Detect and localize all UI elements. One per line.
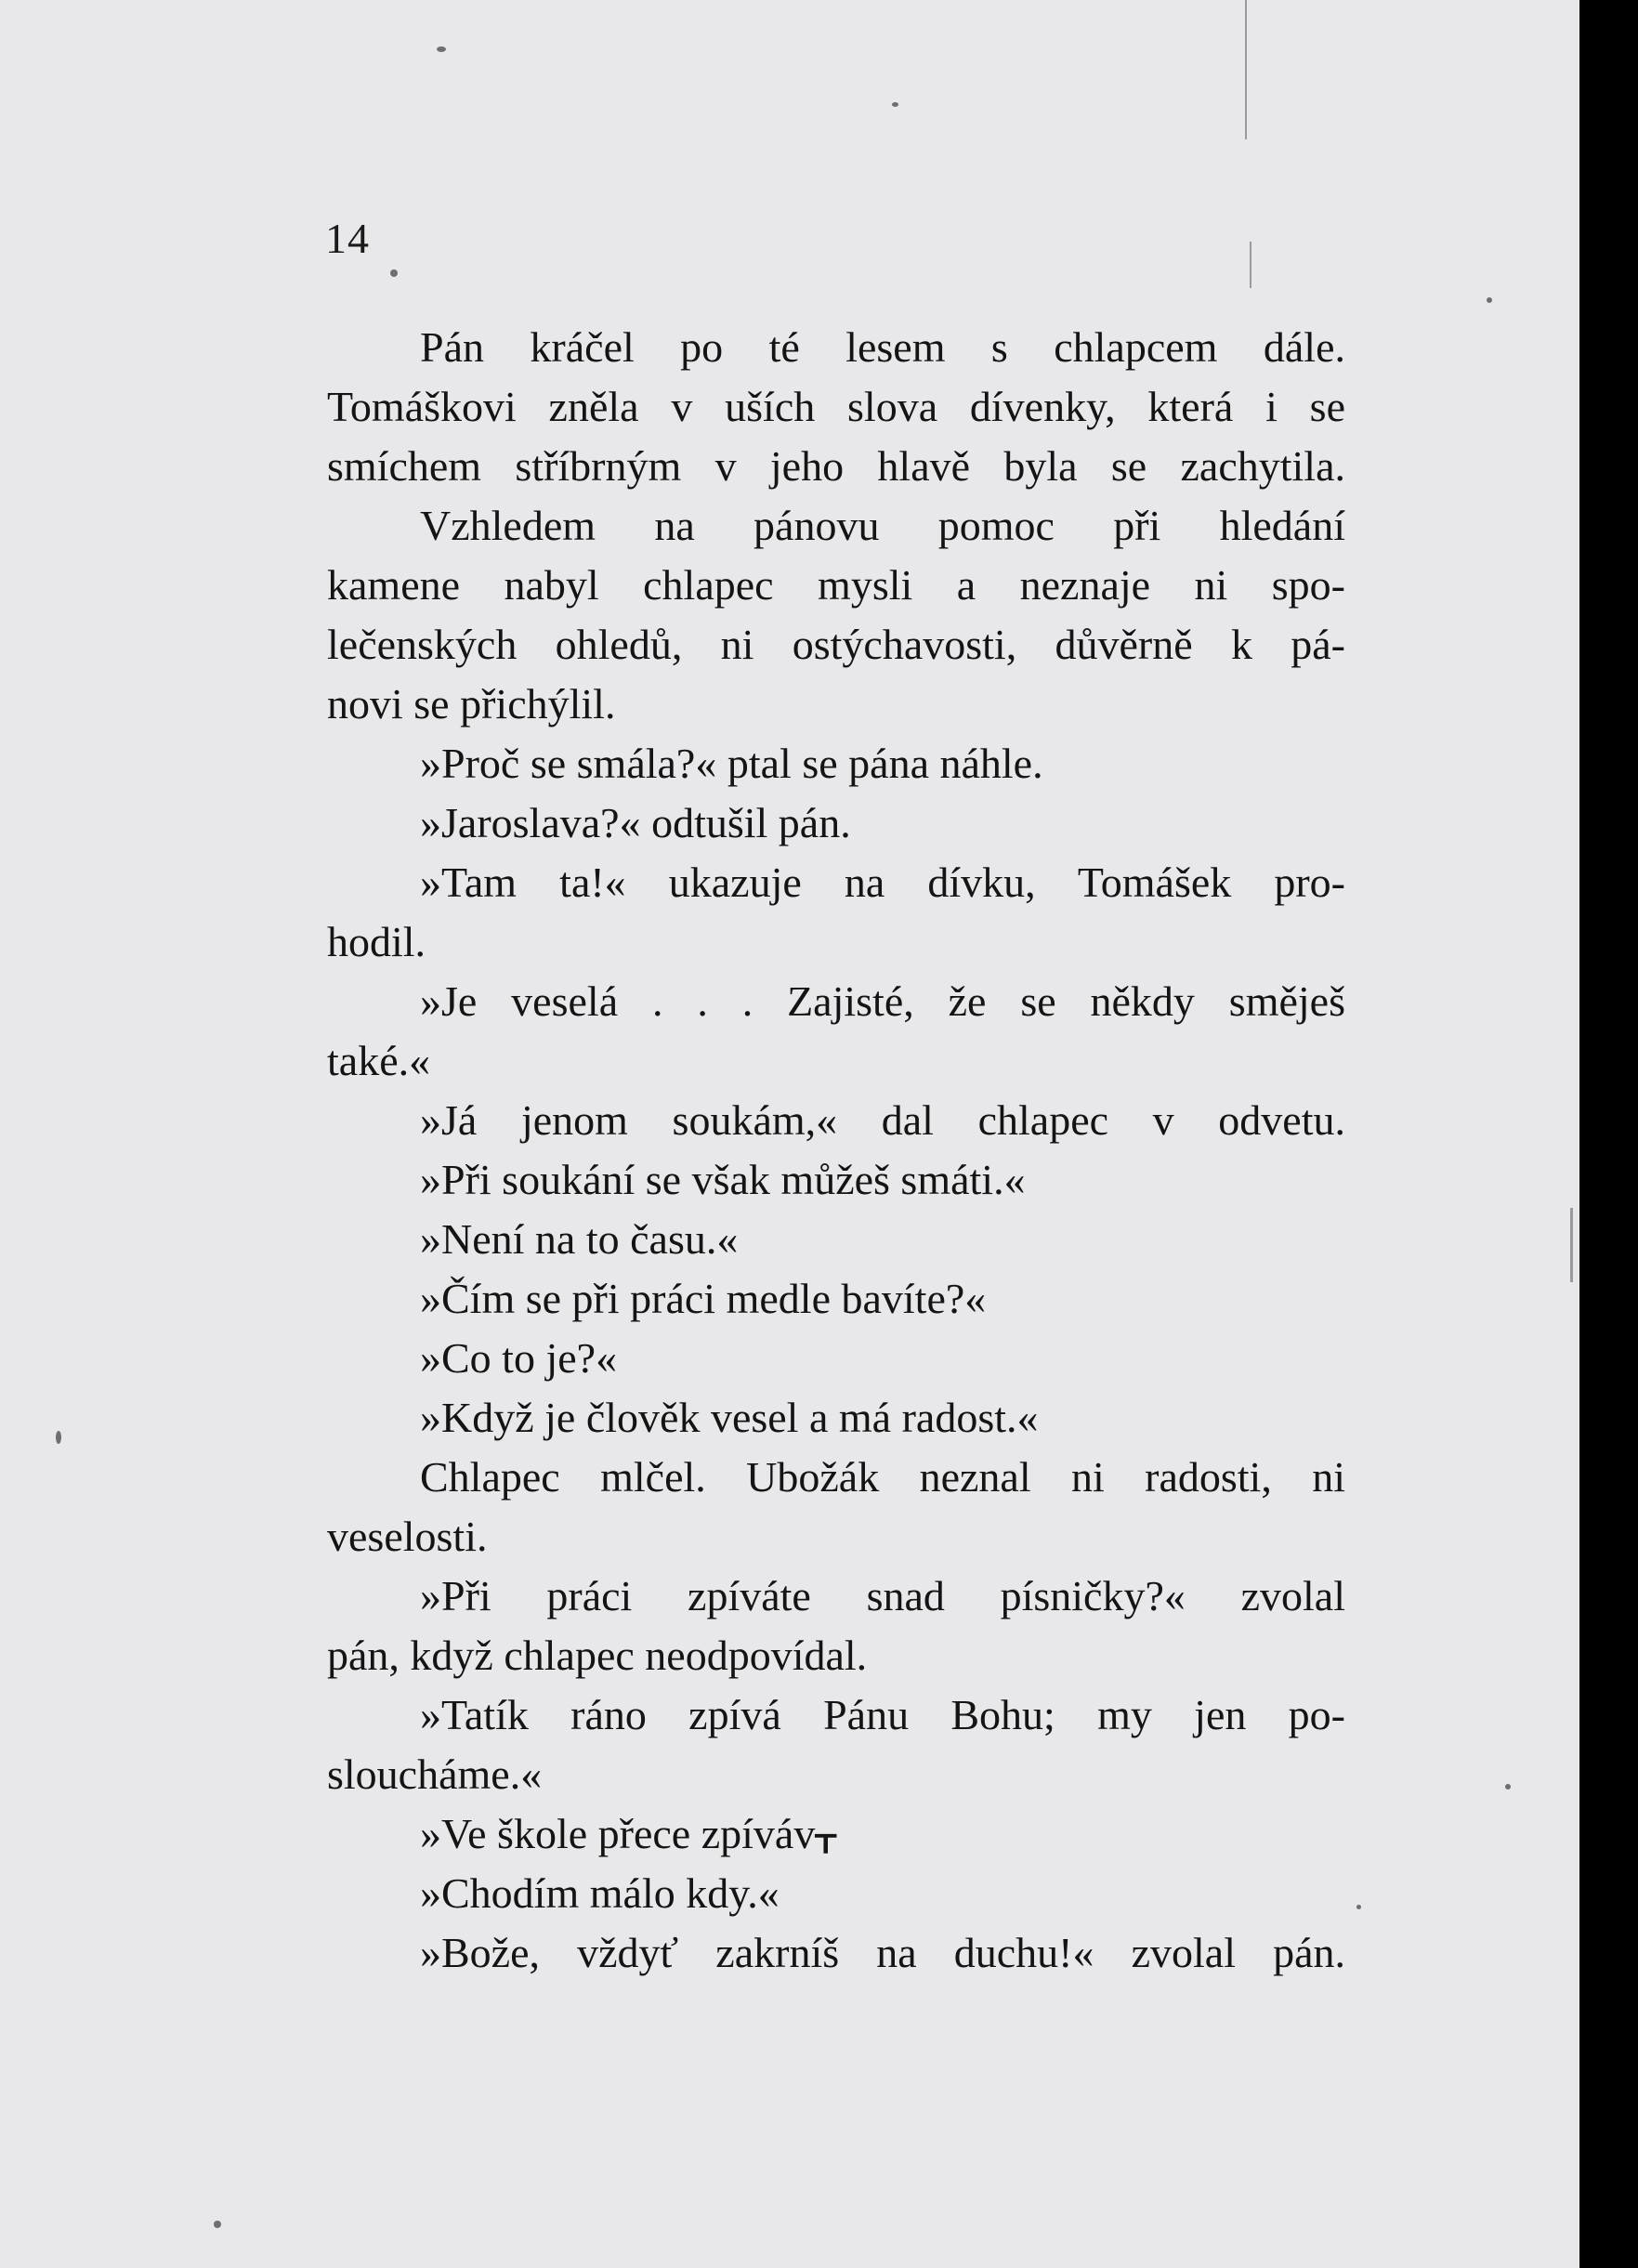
dust-speck [1505, 1784, 1511, 1789]
text-line: hodil. [327, 918, 426, 965]
page-number: 14 [325, 215, 370, 262]
text-line: »Když je člověk vesel a má radost.« [420, 1394, 1039, 1441]
scan-artifact-line [1570, 1208, 1573, 1282]
text-line: »Je veselá . . . Zajisté, že se někdy směješ [420, 977, 1345, 1025]
text-line: Vzhledem na pánovu pomoc při hledání [420, 502, 1345, 549]
dust-speck [892, 102, 898, 107]
text-line: »Co to je?« [420, 1334, 618, 1382]
text-line: »Tam ta!« ukazuje na dívku, Tomášek pro- [420, 859, 1345, 906]
text-line: »Při soukání se však můžeš smáti.« [420, 1156, 1026, 1203]
dust-speck [390, 269, 398, 277]
dust-speck [1487, 297, 1492, 303]
scan-border [1579, 0, 1638, 2268]
text-line: »Tatík ráno zpívá Pánu Bohu; my jen po- [420, 1691, 1345, 1738]
text-line: »Chodím málo kdy.« [420, 1869, 780, 1917]
dust-speck [1356, 1905, 1361, 1909]
text-line: »Čím se při práci medle bavíte?« [420, 1275, 987, 1322]
scan-artifact-line [1250, 242, 1251, 288]
text-line: novi se přichýlil. [327, 680, 616, 728]
dust-speck [437, 46, 446, 52]
text-line: »Není na to času.« [420, 1215, 739, 1263]
text-line: pán, když chlapec neodpovídal. [327, 1632, 868, 1679]
text-line: »Jaroslava?« odtušil pán. [420, 799, 851, 846]
text-line: »Při práci zpíváte snad písničky?« zvolal [420, 1572, 1345, 1619]
text-line: »Proč se smála?« ptal se pána náhle. [420, 740, 1043, 787]
text-line: smíchem stříbrným v jeho hlavě byla se zachytila. [327, 442, 1345, 490]
text-line: také.« [327, 1037, 431, 1084]
scan-artifact-line [1245, 0, 1247, 139]
dust-speck [214, 2221, 221, 2228]
text-line: Pán kráčel po té lesem s chlapcem dále. [420, 323, 1345, 371]
text-line: sloucháme.« [327, 1750, 543, 1798]
text-line: Tomáškovi zněla v uších slova dívenky, která i se [327, 383, 1345, 430]
text-line: »Bože, vždyť zakrníš na duchu!« zvolal pán. [420, 1929, 1345, 1976]
text-line: »Já jenom soukám,« dal chlapec v odvetu. [420, 1096, 1345, 1144]
text-line: »Ve škole přece zpívávᚁ [420, 1810, 836, 1857]
text-line: Chlapec mlčel. Ubožák neznal ni radosti, ni [420, 1453, 1345, 1501]
text-line: kamene nabyl chlapec mysli a neznaje ni spo- [327, 561, 1345, 609]
text-line: lečenských ohledů, ni ostýchavosti, důvěrně k pá- [327, 621, 1345, 668]
text-line: veselosti. [327, 1513, 488, 1560]
dust-speck [56, 1431, 61, 1444]
body-text [327, 318, 1345, 1983]
